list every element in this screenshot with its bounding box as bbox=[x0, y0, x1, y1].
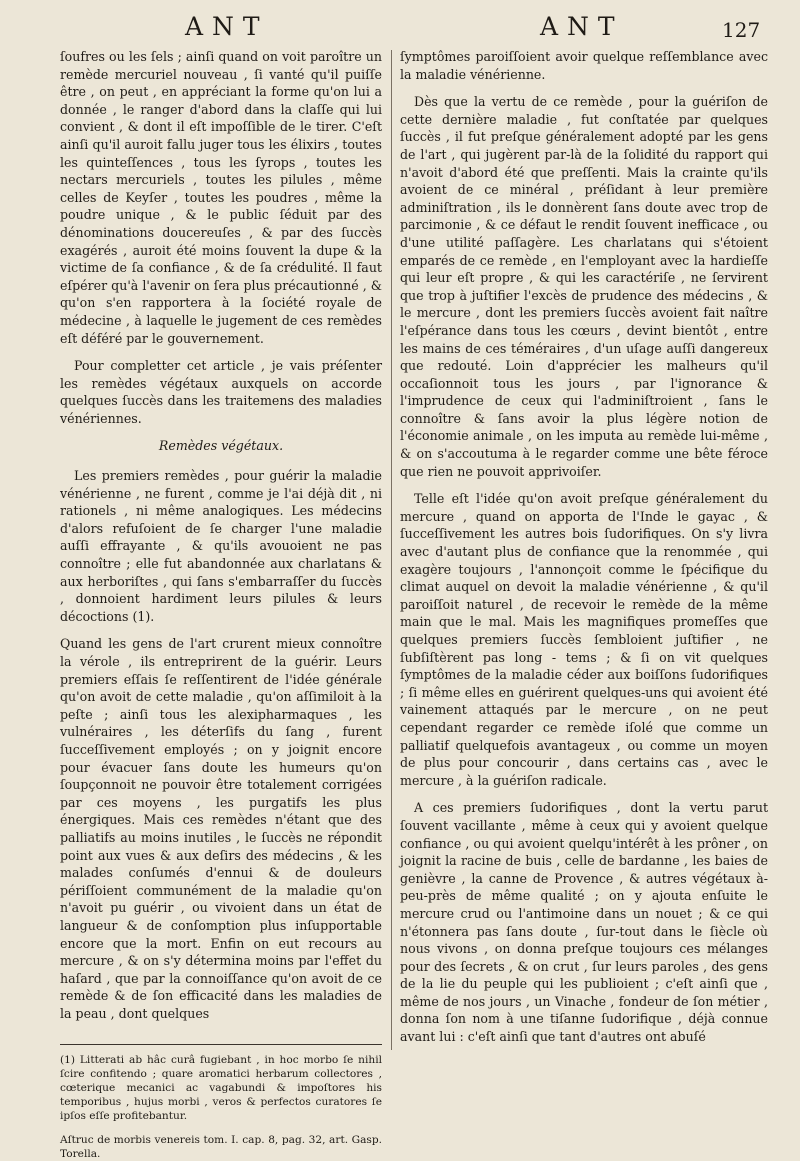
footnote: (1) Litterati ab hâc curâ fugiebant , in hoc morbo ſe nihil ſcire confitendo ; quare aromatici herbarum collectores , cœterique mecanici ac vagabundi & impoſtores his temporibus , hujus morbi , veros & perfectos curatores ſe ipſos eſſe profitebantur. bbox=[60, 1054, 382, 1123]
paragraph: Les premiers remèdes , pour guérir la maladie vénérienne , ne furent , comme je l'ai déjà dit , ni rationels , ni même analogiques. Les médecins d'alors refuſoient de ſe charger l'une maladie auſſi effrayante , & qu'ils avouoient ne pas connoître ; elle fut abandonnée aux charlatans & aux herboriſtes , qui ſans s'embarraſſer du ſuccès , donnoient hardiment leurs pilules & leurs décoctions (1). bbox=[60, 468, 382, 624]
footnote-source: Aſtruc de morbis venereis tom. I. cap. 8, pag. 32, art. Gasp. Torella. bbox=[60, 1134, 382, 1161]
left-column bbox=[60, 48, 382, 1161]
right-column bbox=[400, 48, 768, 1056]
column-divider bbox=[391, 50, 392, 1050]
paragraph: Quand les gens de l'art crurent mieux connoître la vérole , ils entreprirent de la guérir. Leurs premiers eſſais ſe reſſentirent de l'idée générale qu'on avoit de cette maladie , qu'on aſſimiloit à la peſte ; ainſi tous les alexipharmaques , les vulnéraires , les déterſifs du ſang , furent ſucceſſivement employés ; on y joignit encore pour évacuer ſans doute les humeurs qu'on ſoupçonnoit ne pouvoir être totalement corrigées par ces moyens , les purgatifs les plus énergiques. Mais ces remèdes n'étant que des palliatifs au moins inutiles , le ſuccès ne répondit point aux vues & aux deſirs des médecins , & les malades conſumés d'ennui & de douleurs périſſoient communément de la maladie qu'on n'avoit pu guérir , ou vivoient dans un état de langueur & de conſomption plus inſupportable encore que la mort. Enfin on eut recours au mercure , & on s'y détermina moins par l'effet du haſard , que par la connoiſſance qu'on avoit de ce remède & de ſon efficacité dans les maladies de la peau , dont quelques bbox=[60, 636, 382, 1021]
paragraph: A ces premiers ſudorifiques , dont la vertu parut ſouvent vacillante , même à ceux qui y avoient quelque confiance , ou qui avoient quelqu'intérêt à les prôner , on joignit la racine de buis , celle de bardanne , les baies de genièvre , la canne de Provence , & autres végétaux à-peu-près de même qualité ; on y ajouta enſuite le mercure crud ou l'antimoine dans un nouet ; & ce qui n'étonnera pas ſans doute , ſur-tout dans le ſiècle où nous vivons , on donna preſque toujours ces mélanges pour des ſecrets , & on crut , ſur leurs paroles , des gens de la lie du peuple qui les publioient ; c'eſt ainſi que , même de nos jours , un Vinache , fondeur de ſon métier , donna ſon nom à une tiſanne ſudorifique , déjà connue avant lui : c'eſt ainſi que tant d'autres ont abuſé bbox=[400, 800, 768, 1045]
paragraph: Pour completter cet article , je vais préſenter les remèdes végétaux auxquels on accorde quelques ſuccès dans les traitemens des maladies vénériennes. bbox=[60, 358, 382, 426]
paragraph: ſoufres ou les ſels ; ainſi quand on voit paroître un remède mercuriel nouveau , ſi vanté qu'il puiſſe être , on peut , en appréciant la forme qu'on lui a donnée , le ranger d'abord dans la claſſe qui lui convient , & dont il eſt impoſſible de le tirer. C'eſt ainſi qu'il auroit fallu juger tous les élixirs , toutes les quinteſſences , tous les ſyrops , toutes les nectars mercuriels , toutes les pilules , même celles de Keyſer , toutes les poudres , même la poudre unique , & le public ſéduit par des dénominations doucereuſes , & par des ſuccès exagérés , auroit été moins ſouvent la dupe & la victime de ſa confiance , & de ſa crédulité. Il faut eſpérer qu'à l'avenir on ſera plus précautionné , & qu'on s'en rapportera à la ſociété royale de médecine , à laquelle le jugement de ces remèdes eſt déféré par le gouvernement. bbox=[60, 49, 382, 346]
paragraph: ſymptômes paroiſſoient avoir quelque reſſemblance avec la maladie vénérienne. bbox=[400, 49, 768, 82]
paragraph: Telle eſt l'idée qu'on avoit preſque généralement du mercure , quand on apporta de l'Inde le gayac , & ſucceſſivement les autres bois ſudorifiques. On s'y livra avec d'autant plus de confiance que la renommée , qui exagère toujours , l'annonçoit comme le ſpécifique du climat auquel on devoit la maladie vénérienne , & qu'il paroiſſoit naturel , de recevoir le remède de la même main que le mal. Mais les magnifiques promeſſes que quelques premiers ſuccès ſembloient juſtifier , ne ſubſiſtèrent pas long - tems ; & ſi on vit quelques ſymptômes de la maladie céder aux boiſſons ſudorifiques ; ſi même elles en guérirent quelques-uns qui avoient été vainement attaqués par le mercure , on ne peut cependant regarder ce remède iſolé que comme un palliatif quelquefois avantageux , ou comme un moyen de plus pour concourir , dans certains cas , avec le mercure , à la guériſon radicale. bbox=[400, 491, 768, 788]
footnote-rule bbox=[60, 1044, 382, 1045]
page-number: 127 bbox=[722, 18, 761, 42]
section-subheading: Remèdes végétaux. bbox=[158, 438, 284, 454]
running-head-left: ANT bbox=[185, 12, 269, 41]
running-head-right: ANT bbox=[540, 12, 624, 41]
paragraph: Dès que la vertu de ce remède , pour la guériſon de cette dernière maladie , fut conſtatée par quelques ſuccès , il fut preſque généralement adopté par les gens de l'art , qui jugèrent par-là de la ſolidité du rapport qui n'avoit d'abord été que preſſenti. Mais la crainte qu'ils avoient de ce minéral , préſidant à leur première adminiſtration , ils le donnèrent ſans doute avec trop de parcimonie , & ce défaut le rendit ſouvent inefficace , ou d'une utilité paſſagère. Les charlatans qui s'étoient emparés de ce remède , en l'employant avec la hardieſſe qui leur eſt propre , & qui les caractériſe , ne ſervirent que trop à juſtifier l'excès de prudence des médecins , & le mercure , dont les premiers ſuccès avoient fait naître l'eſpérance dans tous les cœurs , devint bientôt , entre les mains de ces téméraires , d'un uſage auſſi dangereux que redouté. Loin d'apprécier les malheurs qu'il occaſionnoit tous les jours , par l'ignorance & l'imprudence de ceux qui l'adminiſtroient , ſans le connoître & ſans avoir la plus légère notion de l'économie animale , on les imputa au remède lui-même , & on s'accoutuma à le regarder comme une bête féroce que rien ne pouvoit apprivoiſer. bbox=[400, 94, 768, 479]
